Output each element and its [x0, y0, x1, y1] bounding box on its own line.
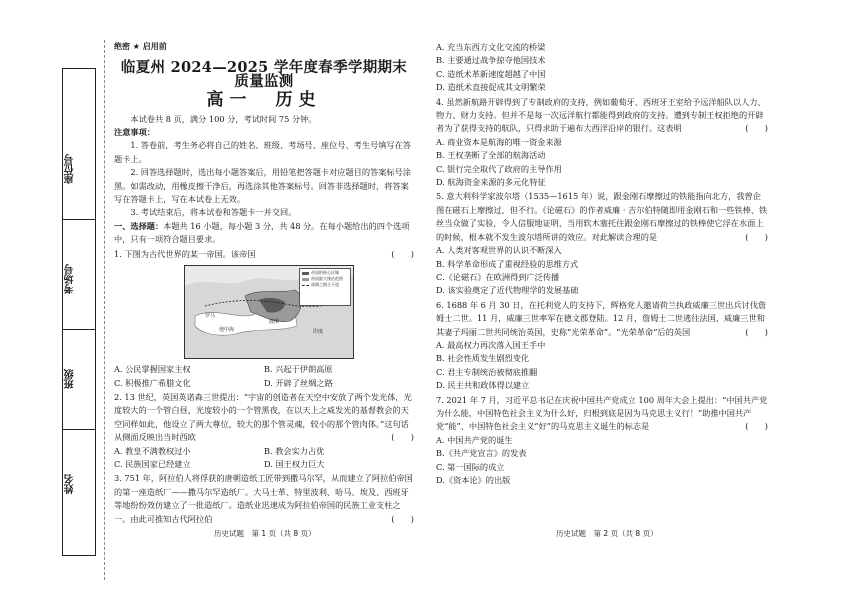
legend-swatch	[302, 278, 309, 281]
notice-item: 1. 答卷前，考生务必将自己的姓名、班级、考场号、座位号、考生号填写在答题卡上。	[114, 140, 411, 164]
right-column	[436, 40, 768, 487]
option: B.《共产党宣言》的发表	[436, 448, 527, 459]
option: A. 充当东西方文化交流的桥梁	[436, 42, 546, 52]
legend-label: 帝国最大统治范围	[311, 276, 343, 282]
question-stem: 6. 1688 年 6 月 30 日，在托利党人的支持下，辉格党人邀请荷兰执政威廉三世出兵讨伐詹姆士二世。11 月，威廉三世率军在德文郡登陆。12 月，詹姆士二世逃往法国，威廉三世和其妻子玛丽二世共同统治英国，史称“光荣革命”。“光荣革命”后的英国	[436, 299, 767, 337]
option: C. 君主专制统治被彻底推翻	[436, 366, 538, 377]
option: B. 兴起于伊朗高原	[264, 364, 333, 375]
legend-swatch	[302, 272, 309, 275]
binding-divider	[63, 329, 95, 330]
option: B. 科学革命形成了重视经验的思维方式	[436, 258, 579, 269]
option: A. 教皇不满教权过小	[114, 445, 191, 456]
option: C.《论磁石》在欧洲得到广泛传播	[436, 271, 560, 282]
option: A. 最高权力再次落入国王手中	[436, 339, 546, 350]
legend-label: 丝绸之路主干道	[311, 282, 339, 288]
answer-paren: ( )	[745, 231, 768, 242]
option: C. 银行完全取代了政府的主导作用	[436, 163, 562, 174]
option: A. 中国共产党的诞生	[436, 434, 513, 445]
option: B. 王权垄断了全部的航海活动	[436, 150, 546, 161]
question-stem: 4. 虽然新航路开辟得到了专制政府的支持，例如葡萄牙、西班牙王室给予远洋船队以人力、物力、财力支持。但并不是每一次远洋航行都能得到政府的支持。遭到专制王权拒绝的开辟者为了获得支持的航队，只得求助于遍布大西洋沿岸的银行。这表明	[436, 96, 766, 134]
option: D. 开辟了丝绸之路	[264, 377, 333, 388]
question-3	[114, 472, 414, 526]
cut-line	[104, 40, 105, 580]
option: C. 民族国家已经建立	[114, 458, 191, 469]
option: D. 造纸术直接促成其文明繁荣	[436, 82, 546, 93]
question-stem: 2. 13 世纪，英国英诺森三世提出：“宇宙的创造者在天空中安放了两个发光体，光度较大的一个管白昼，光度较小的一个管黑夜，在以天上之威发光的基督教会的天空同样如此，他设立了两大尊位，较大的那个管灵魂，较小的那个管肉体。”这句话从侧面反映出当时西欧	[114, 391, 412, 443]
secret-mark: 绝密 ★ 启用前	[114, 42, 167, 51]
intro-line: 本试卷共 8 页，满分 100 分，考试时间 75 分钟。	[130, 113, 317, 124]
legend-label: 帝国的核心区域	[311, 270, 339, 276]
option: D. 国王权力巨大	[264, 458, 325, 469]
page-footer-left: 历史试题 第 1 页（共 8 页）	[214, 529, 316, 538]
question-stem: 3. 751 年，阿拉伯人将俘获的唐朝造纸工匠带到撒马尔罕，从而建立了阿拉伯帝国的第一座造纸厂——撒马尔罕造纸厂。大马士革、特里波利、哈马、埃及、西班牙等地纷纷效仿建立了一批造纸厂。造纸业迅速成为阿拉伯帝国的民族工业支柱之一。由此可推知古代阿拉伯	[114, 473, 413, 524]
option: B. 教会实力占优	[264, 445, 325, 456]
binding-strip	[62, 68, 96, 556]
page-footer-right: 历史试题 第 2 页（共 8 页）	[556, 529, 658, 538]
option: C. 第一国际的成立	[436, 461, 505, 472]
map-label: 地中海	[219, 327, 235, 334]
question-4	[436, 96, 768, 190]
answer-paren: ( )	[391, 432, 414, 443]
option: C. 积极推广希腊文化	[114, 377, 191, 388]
question-1	[114, 248, 414, 390]
notice-item: 2. 回答选择题时，选出每小题答案后，用铅笔把答题卡对应题目的答案标号涂黑。如需改动，用橡皮擦干净后，再选涂其他答案标号。回答非选择题时，将答案写在答题卡上，写在本试卷上无效。	[114, 167, 411, 205]
answer-paren: ( )	[745, 421, 768, 432]
exam-title: 临夏州 2024—2025 学年度春季学期期末质量监测	[120, 59, 408, 90]
option: A. 商业资本是航海的唯一资金来源	[436, 136, 562, 147]
option: A. 公民掌握国家主权	[114, 364, 191, 375]
answer-paren: ( )	[391, 248, 414, 259]
answer-paren: ( )	[745, 326, 768, 337]
answer-paren: ( )	[745, 123, 768, 134]
question-5	[436, 190, 768, 297]
question-stem: 5. 意大利科学家波尔塔（1535—1615 年）说，跟金刚石摩擦过的铁能指向北方，我曾企图在磁石上摩擦过，但不行。《论磁石》的作者威廉 · 吉尔伯特随即用金刚石和一些铁棒、铁丝当众做了实验，令人信服地证明，当用软木塞托住跟金刚石摩擦过的铁棒使它浮在水面上的时候，根本就不发生波尔塔所讲的效应。对此解读合理的是	[436, 191, 768, 242]
option: D. 民主共和政体得以建立	[436, 380, 530, 391]
map-legend	[299, 268, 351, 306]
seat-number-label: 座位号	[65, 154, 76, 184]
subject-title: 高一 历史	[206, 90, 322, 111]
legend-swatch	[302, 285, 309, 286]
option: B. 主要通过战争掠夺他国技术	[436, 55, 546, 66]
option: C. 造纸术革新速度超越了中国	[436, 68, 546, 79]
option: D. 该实验奠定了近代物理学的发展基础	[436, 285, 579, 296]
binding-divider	[63, 219, 95, 220]
question-2	[114, 391, 414, 471]
notice-title: 注意事项：	[114, 127, 155, 138]
option: B. 社会性质发生剧烈变化	[436, 353, 530, 364]
map-label: 罗马	[205, 313, 216, 320]
section-heading	[114, 220, 414, 247]
notice-item: 3. 考试结束后，将本试卷和答题卡一并交回。	[130, 207, 297, 218]
section-text: 本题共 16 小题，每小题 3 分，共 48 分。在每小题给出的四个选项中，只有一项符合题目要求。	[114, 220, 410, 245]
map-label: 波斯	[269, 319, 280, 326]
question-3-options	[436, 41, 768, 95]
left-column	[114, 40, 414, 526]
question-stem: 1. 下图为古代世界的某一帝国。该帝国	[114, 248, 256, 259]
room-number-label: 考场号	[65, 264, 76, 294]
map-label: 印度	[313, 329, 324, 336]
answer-paren: ( )	[391, 513, 414, 524]
question-7	[436, 394, 768, 488]
question-stem: 7. 2021 年 7 月，习近平总书记在庆祝中国共产党成立 100 周年大会上提出：“中国共产党为什么能，中国特色社会主义为什么好，归根到底是因为马克思主义行！”助推中国共产党“能”、中国特色社会主义“好”的马克思主义诞生的标志是	[436, 394, 768, 432]
name-label: 姓名	[65, 474, 76, 494]
binding-divider	[63, 429, 95, 430]
option: D.《资本论》的出版	[436, 475, 511, 485]
empire-map	[184, 265, 354, 359]
option: A. 人类对客观世界的认识不断深入	[436, 245, 562, 256]
question-6	[436, 299, 768, 393]
class-label: 班级	[65, 369, 76, 389]
section-title: 一、选择题：	[114, 220, 164, 231]
option: D. 航海资金来源的多元化特征	[436, 177, 546, 188]
